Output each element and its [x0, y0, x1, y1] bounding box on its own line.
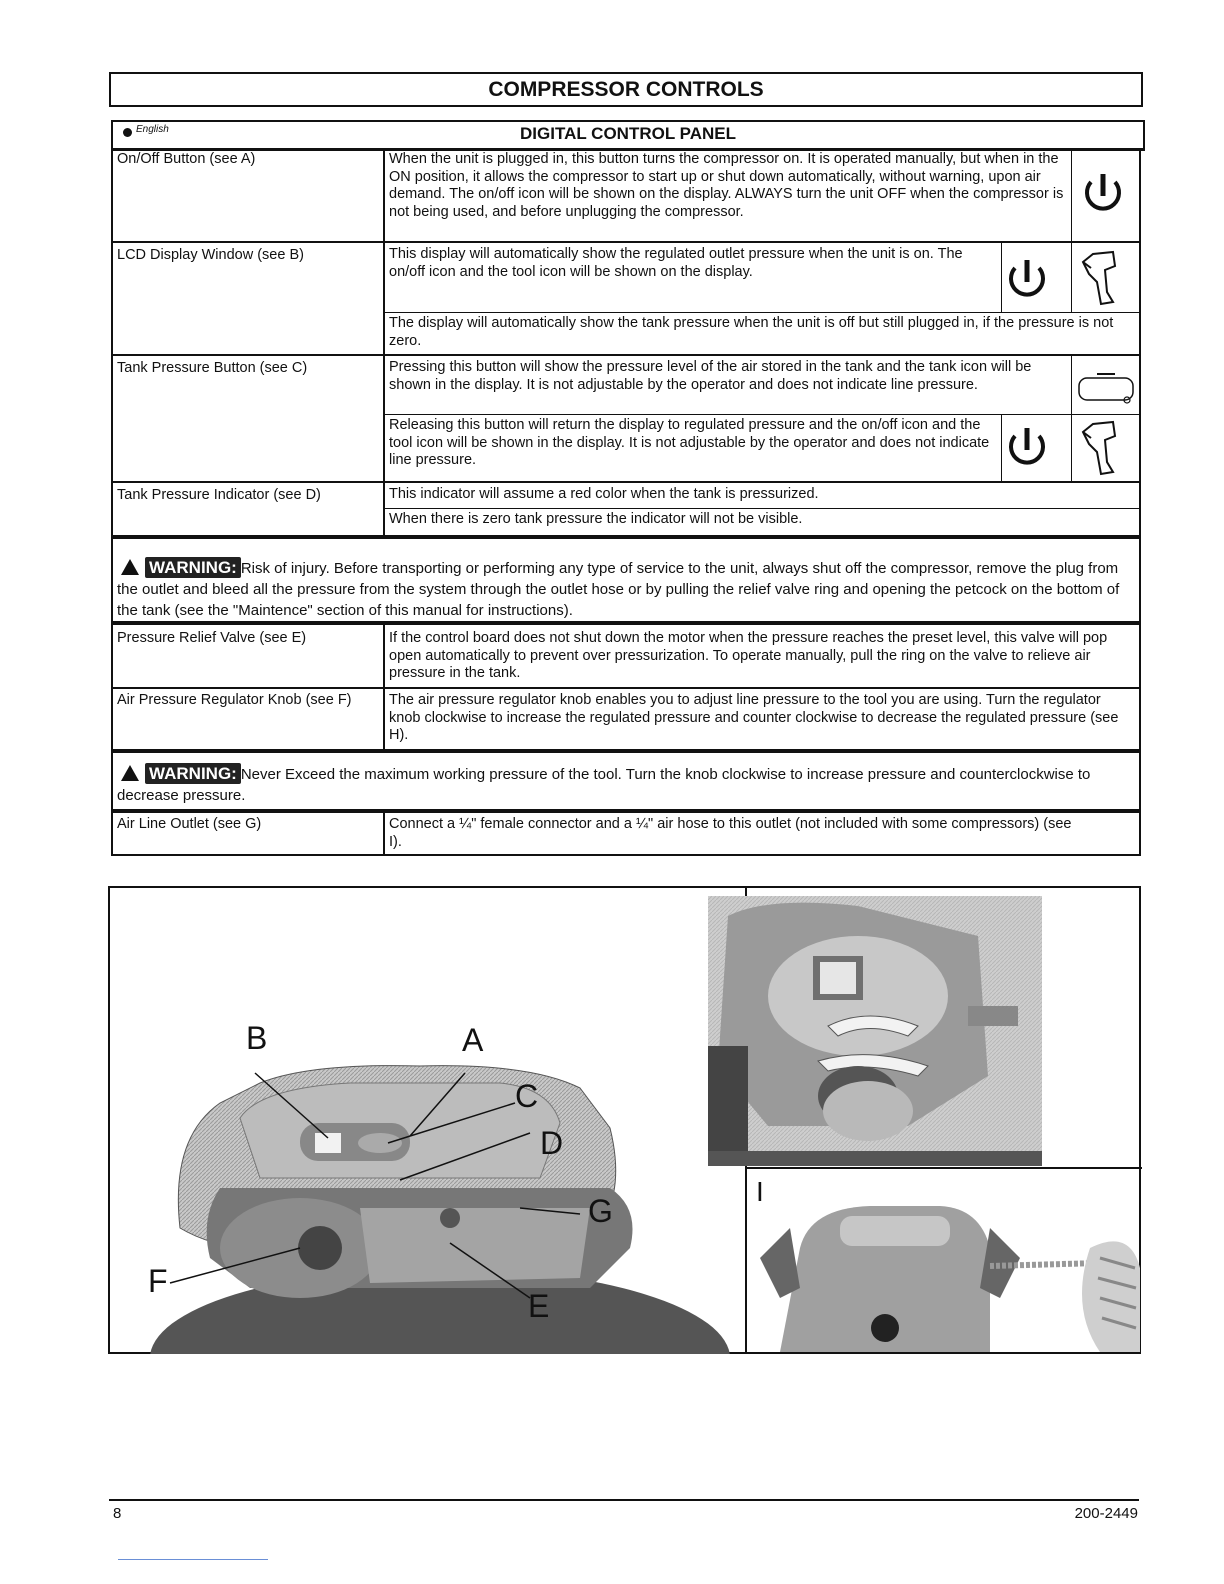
document-number: 200-2449: [1074, 1505, 1138, 1522]
warning-label: WARNING:: [145, 557, 241, 578]
decorative-line: [118, 1559, 268, 1560]
power-icon: [1005, 424, 1049, 477]
figure-label-g: G: [588, 1193, 613, 1229]
power-icon: [1081, 170, 1125, 223]
row-text-tank-indicator-1: This indicator will assume a red color when the tank is pressurized.: [389, 486, 819, 502]
regulator-knob-photo: [708, 896, 1042, 1166]
compressor-top-photo: [110, 888, 744, 1354]
warning-box-1: [111, 537, 1141, 623]
row-text-tank-button-2: Releasing this button will return the display to regulated pressure and the on/off icon and the tool icon will be shown in the display. It is not adjustable by the operator and does not indicate line pressure.: [389, 417, 990, 468]
row-text-regulator: The air pressure regulator knob enables you to adjust line pressure to the tool you are using. Turn the regulator knob clockwise to increase the regulated pressure and counter clockwise to decrease the regulated pressure (see H).: [389, 692, 1119, 743]
figure-panel: [108, 886, 1141, 1354]
tool-icon: [1079, 248, 1119, 313]
page-title: COMPRESSOR CONTROLS: [109, 72, 1143, 107]
tool-icon: [1079, 418, 1119, 483]
controls-table: [111, 148, 1141, 537]
power-icon: [1005, 256, 1049, 309]
figure-label-f: F: [148, 1263, 168, 1299]
row-text-tank-indicator-2: When there is zero tank pressure the indicator will not be visible.: [389, 511, 803, 527]
row-label-onoff: On/Off Button (see A): [117, 151, 256, 167]
panel-title: DIGITAL CONTROL PANEL: [520, 124, 736, 143]
figure-label-e: E: [528, 1288, 550, 1324]
row-text-outlet: Connect a ¼" female connector and a ¼" air hose to this outlet (not included with some compressors) (see I).: [389, 816, 1072, 850]
language-label: English: [136, 124, 169, 135]
row-label-tank-button: Tank Pressure Button (see C): [117, 360, 308, 376]
warning-icon: [121, 765, 139, 781]
panel-header: [111, 120, 1145, 151]
figure-label-d: D: [540, 1125, 564, 1161]
tank-icon: [1075, 370, 1137, 409]
figure-label-i: I: [756, 1176, 764, 1207]
figure-label-b: B: [246, 1020, 268, 1056]
row-label-regulator: Air Pressure Regulator Knob (see F): [117, 692, 352, 708]
controls-table-3: [111, 811, 1141, 856]
row-label-outlet: Air Line Outlet (see G): [117, 816, 262, 832]
row-text-onoff: When the unit is plugged in, this button turns the compressor on. It is operated manually, but when in the ON position, it allows the compressor to start up or shut down automatically, without warning, upon air demand. The on/off icon will be shown on the display. ALWAYS turn the unit OFF when the compressor is not being used, and before unplugging the compressor.: [389, 151, 1064, 220]
row-text-lcd-2: The display will automatically show the tank pressure when the unit is off but still plugged in, if the pressure is not zero.: [389, 315, 1114, 349]
figure-label-a: A: [462, 1022, 484, 1058]
row-text-tank-button-1: Pressing this button will show the pressure level of the air stored in the tank and the tank icon will be shown in the display. It is not adjustable by the operator and does not indicate line pressure.: [389, 359, 1032, 393]
footer-divider: [109, 1499, 1139, 1501]
warning-text-2: Never Exceed the maximum working pressure of the tool. Turn the knob clockwise to increase pressure and counterclockwise to decrease pressure.: [117, 766, 1091, 804]
warning-icon: [121, 559, 139, 575]
warning-box-2: [111, 751, 1141, 811]
air-outlet-photo: [670, 1188, 1140, 1352]
row-label-tank-indicator: Tank Pressure Indicator (see D): [117, 487, 321, 503]
row-text-lcd-1: This display will automatically show the regulated outlet pressure when the unit is on. The on/off icon and the tool icon will be shown on the display.: [389, 246, 963, 280]
warning-text-1: Risk of injury. Before transporting or performing any type of service to the unit, always shut off the compressor, remove the plug from the outlet and bleed all the pressure from the system through the outlet hose or by pulling the relief valve ring and opening the petcock on the bottom of the tank (see the "Maintence" section of this manual for instructions).: [117, 560, 1120, 619]
row-text-relief: If the control board does not shut down the motor when the pressure reaches the preset level, this valve will pop open automatically to prevent over pressurization. To operate manually, pull the ring on the valve to relieve air pressure in the tank.: [389, 630, 1108, 681]
controls-table-2: [111, 623, 1141, 751]
row-label-lcd: LCD Display Window (see B): [117, 247, 304, 263]
page-number: 8: [113, 1505, 122, 1522]
warning-label: WARNING:: [145, 763, 241, 784]
figure-label-c: C: [515, 1078, 539, 1114]
row-label-relief: Pressure Relief Valve (see E): [117, 630, 307, 646]
